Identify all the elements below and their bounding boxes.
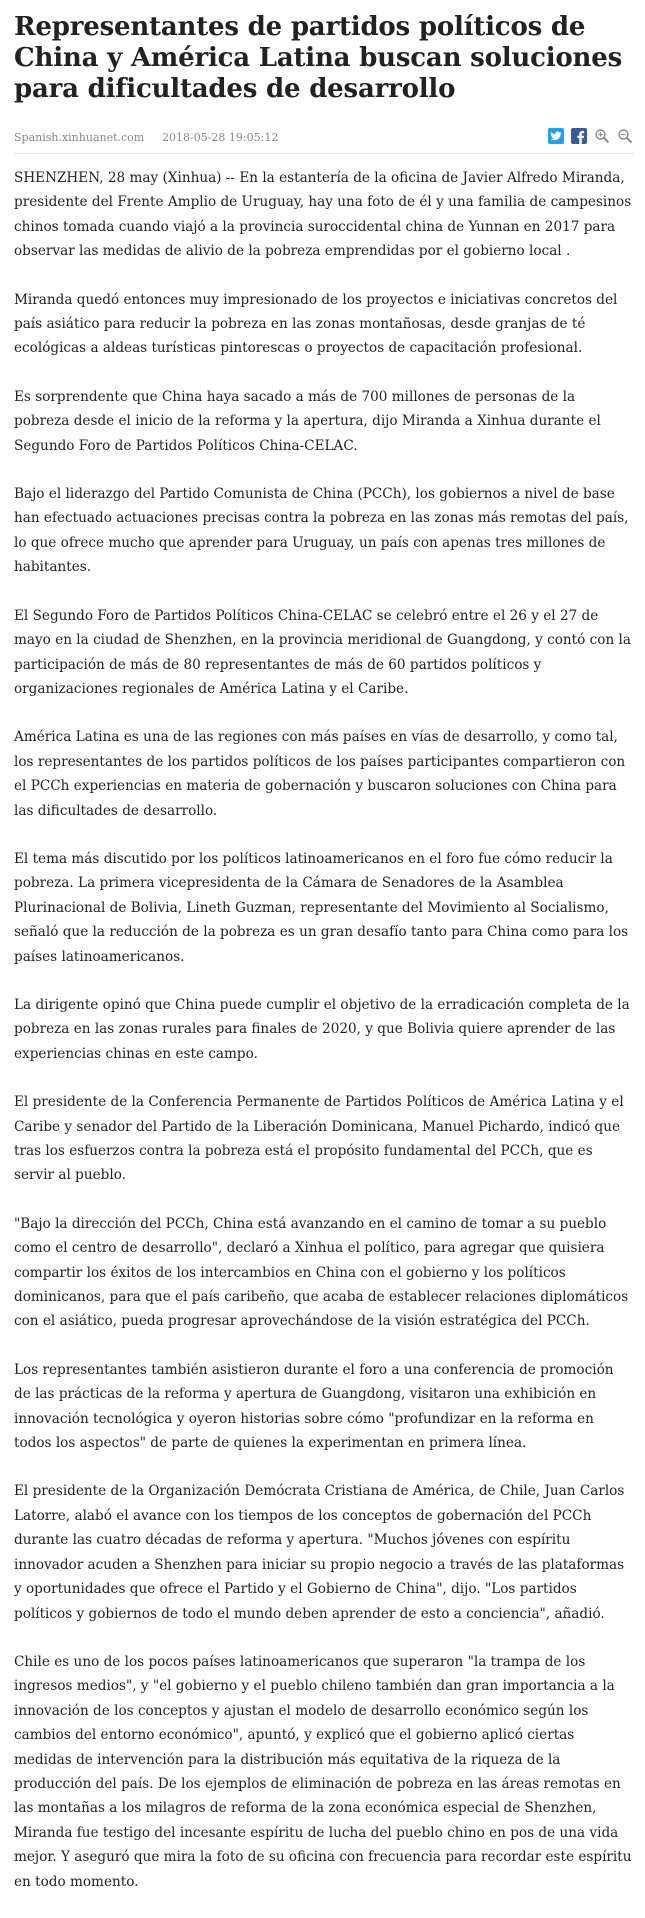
article-paragraph: Los representantes también asistieron durante el foro a una conferencia de promoción de las prácticas de la reforma y apertura de Guangdong, visitaron una exhibición en innovación tecnológica y oyeron historias sobre cómo "profundizar en la reforma en todos los aspectos" de parte de quienes la experimentan en primera línea. [14, 1361, 614, 1452]
zoom-in-icon[interactable] [593, 127, 611, 145]
twitter-icon[interactable] [547, 127, 565, 145]
article-page [14, 0, 634, 1918]
article-date: 2018-05-28 19:05:12 [162, 131, 279, 144]
article-paragraph: El Segundo Foro de Partidos Políticos China-CELAC se celebró entre el 26 y el 27 de mayo en la ciudad de Shenzhen, en la provincia meridional de Guangdong, y contó con la participación de más de 80 representantes de más de 60 partidos políticos y organizaciones regionales de América Latina y el Caribe. [14, 607, 631, 697]
article-paragraph: Bajo el liderazgo del Partido Comunista de China (PCCh), los gobiernos a nivel de base han efectuado actuaciones precisas contra la pobreza en las zonas más remotas del país, lo que ofrece mucho que aprender para Uruguay, un país con apenas tres millones de habitantes. [14, 486, 629, 576]
article-paragraph: La dirigente opinó que China puede cumplir el objetivo de la erradicación completa de la pobreza en las zonas rurales para finales de 2020, y que Bolivia quiere aprender de las experiencias chinas en este campo. [14, 996, 630, 1062]
article-paragraph: SHENZHEN, 28 may (Xinhua) -- En la estantería de la oficina de Javier Alfredo Miranda, presidente del Frente Amplio de Uruguay, hay una foto de él y una familia de campesinos chinos tomada cuando viajó a la provincia suroccidental china de Yunnan en 2017 para observar las medidas de alivio de la pobreza emprendidas por el gobierno local . [14, 170, 632, 260]
zoom-out-icon[interactable] [616, 127, 634, 145]
article-paragraph: El tema más discutido por los políticos latinoamericanos en el foro fue cómo reducir la pobreza. La primera vicepresidenta de la Cámara de Senadores de la Asamblea Plurinacional de Bolivia, Lineth Guzman, representante del Movimiento al Socialismo, señaló que la reducción de la pobreza es un gran desafío tanto para China como para los países latinoamericanos. [14, 850, 629, 965]
article-paragraph: Es sorprendente que China haya sacado a más de 700 millones de personas de la pobreza desde el inicio de la reforma y la apertura, dijo Miranda a Xinhua durante el Segundo Foro de Partidos Políticos China-CELAC. [14, 388, 601, 454]
article-paragraph: América Latina es una de las regiones con más países en vías de desarrollo, y como tal, los representantes de los partidos políticos de los países participantes compartieron con el PCCh experiencias en materia de gobernación y buscaron soluciones con China para las dificultades de desarrollo. [14, 729, 626, 819]
article-title: Representantes de partidos políticos de China y América Latina buscan soluciones para dificultades de desarrollo [14, 12, 623, 104]
article-source: Spanish.xinhuanet.com [14, 131, 145, 144]
facebook-icon[interactable] [570, 127, 588, 145]
article-paragraph: Miranda quedó entonces muy impresionado de los proyectos e iniciativas concretos del país asiático para reducir la pobreza en las zonas montañosas, desde granjas de té ecológicas a aldeas turísticas pintorescas o proyectos de capacitación profesional. [14, 291, 618, 357]
share-toolbar [547, 127, 634, 145]
article-meta [14, 129, 634, 154]
article-body [14, 166, 634, 1894]
article-paragraph: Chile es uno de los pocos países latinoamericanos que superaron "la trampa de los ingresos medios", y "el gobierno y el pueblo chileno también dan gran importancia a la innovación de los conceptos y ajustan el modelo de desarrollo económico según los cambios del entorno económico", apuntó, y explicó que el gobierno aplicó ciertas medidas de intervención para la distribución más equitativa de la riqueza de la producción del país. De los ejemplos de eliminación de pobreza en las áreas remotas en las montañas a los milagros de reforma de la zona económica especial de Shenzhen, Miranda fue testigo del incesante espíritu de lucha del pueblo chino en pos de una vida mejor. Y aseguró que mira la foto de su oficina con frecuencia para recordar este espíritu en todo momento. [14, 1653, 632, 1890]
article-paragraph: El presidente de la Conferencia Permanente de Partidos Políticos de América Latina y el Caribe y senador del Partido de la Liberación Dominicana, Manuel Pichardo, indicó que tras los esfuerzos contra la pobreza está el propósito fundamental del PCCh, que es servir al pueblo. [14, 1094, 624, 1184]
article-paragraph: "Bajo la dirección del PCCh, China está avanzando en el camino de tomar a su pueblo como el centro de desarrollo", declaró a Xinhua el político, para agregar que quisiera compartir los éxitos de los intercambios en China con el gobierno y los políticos dominicanos, para que el país caribeño, que acaba de establecer relaciones diplomáticos con el asiático, pueda progresar aprovechándose de la visión estratégica del PCCh. [14, 1215, 629, 1330]
article-paragraph: El presidente de la Organización Demócrata Cristiana de América, de Chile, Juan Carlos Latorre, alabó el avance con los tiempos de los conceptos de gobernación del PCCh durante las cuatro décadas de reforma y apertura. "Muchos jóvenes con espíritu innovador acuden a Shenzhen para iniciar su propio negocio a través de las plataformas y oportunidades que ofrece el Partido y el Gobierno de China", dijo. "Los partidos políticos y gobiernos de todo el mundo deben aprender de esto a conciencia", añadió. [14, 1483, 625, 1622]
